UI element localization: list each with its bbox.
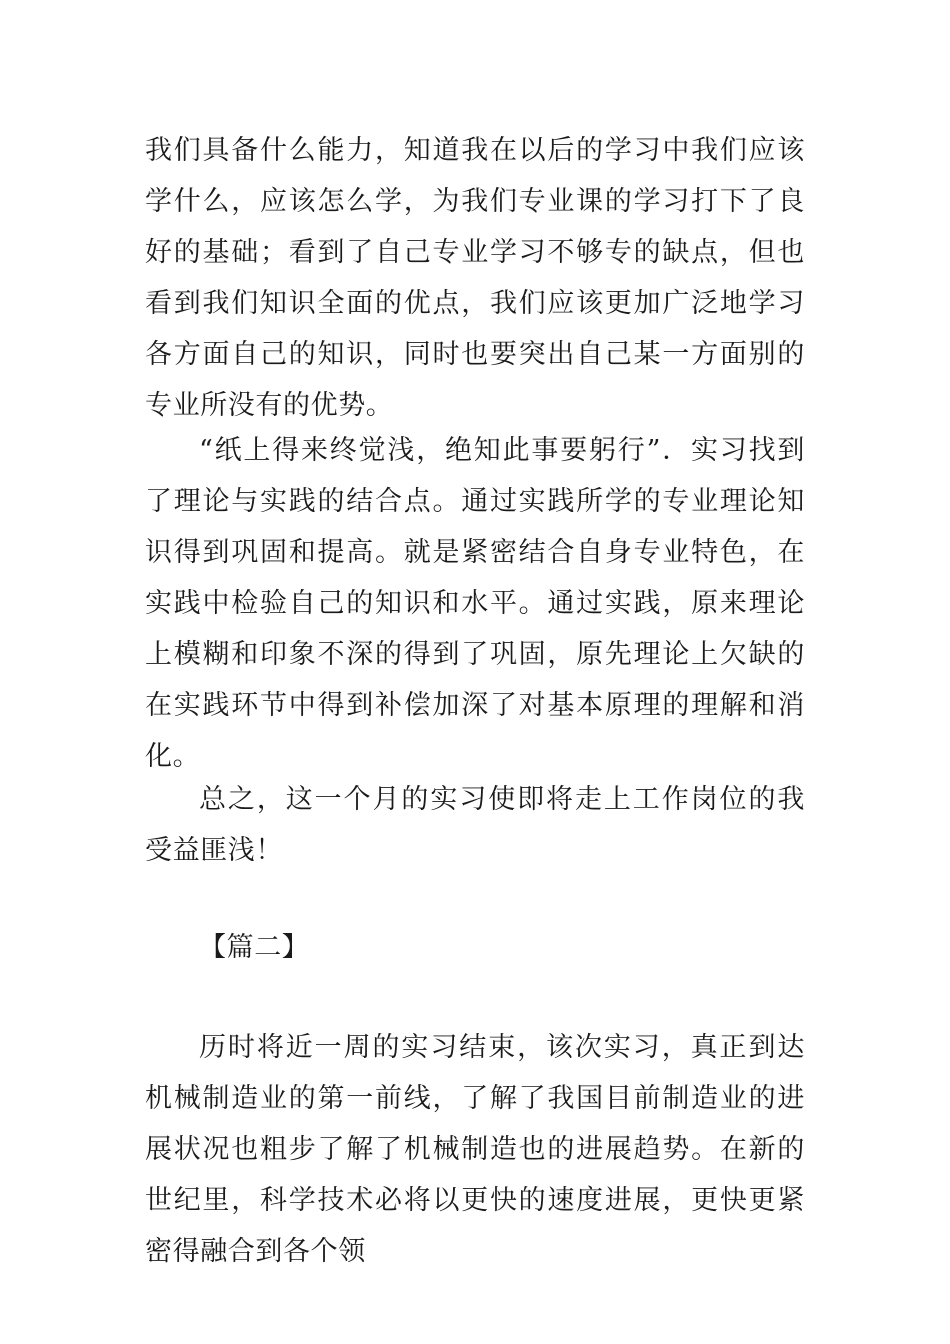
section-heading: 【篇二】 bbox=[199, 932, 310, 963]
body-paragraph: 总之，这一个月的实习使即将走上工作岗位的我受益匪浅！ bbox=[145, 784, 805, 866]
body-paragraph: “纸上得来终觉浅，绝知此事要躬行”．实习找到了理论与实践的结合点。通过实践所学的专业理论知识得到巩固和提高。就是紧密结合自身专业特色，在实践中检验自己的知识和水平。通过实践，原来理论上模糊和印象不深的得到了巩固，原先理论上欠缺的在实践环节中得到补偿加深了对基本原理的理解和消化。 bbox=[145, 435, 805, 772]
body-paragraph: 历时将近一周的实习结束，该次实习，真正到达机械制造业的第一前线，了解了我国目前制造业的进展状况也粗步了解了机械制造也的进展趋势。在新的世纪里，科学技术必将以更快的速度进展，更快更紧密得融合到各个领 bbox=[145, 1032, 805, 1267]
body-paragraph: 我们具备什么能力，知道我在以后的学习中我们应该学什么，应该怎么学，为我们专业课的学习打下了良好的基础；看到了自己专业学习不够专的缺点，但也看到我们知识全面的优点，我们应该更加广泛地学习各方面自己的知识，同时也要突出自己某一方面别的专业所没有的优势。 bbox=[145, 135, 805, 421]
